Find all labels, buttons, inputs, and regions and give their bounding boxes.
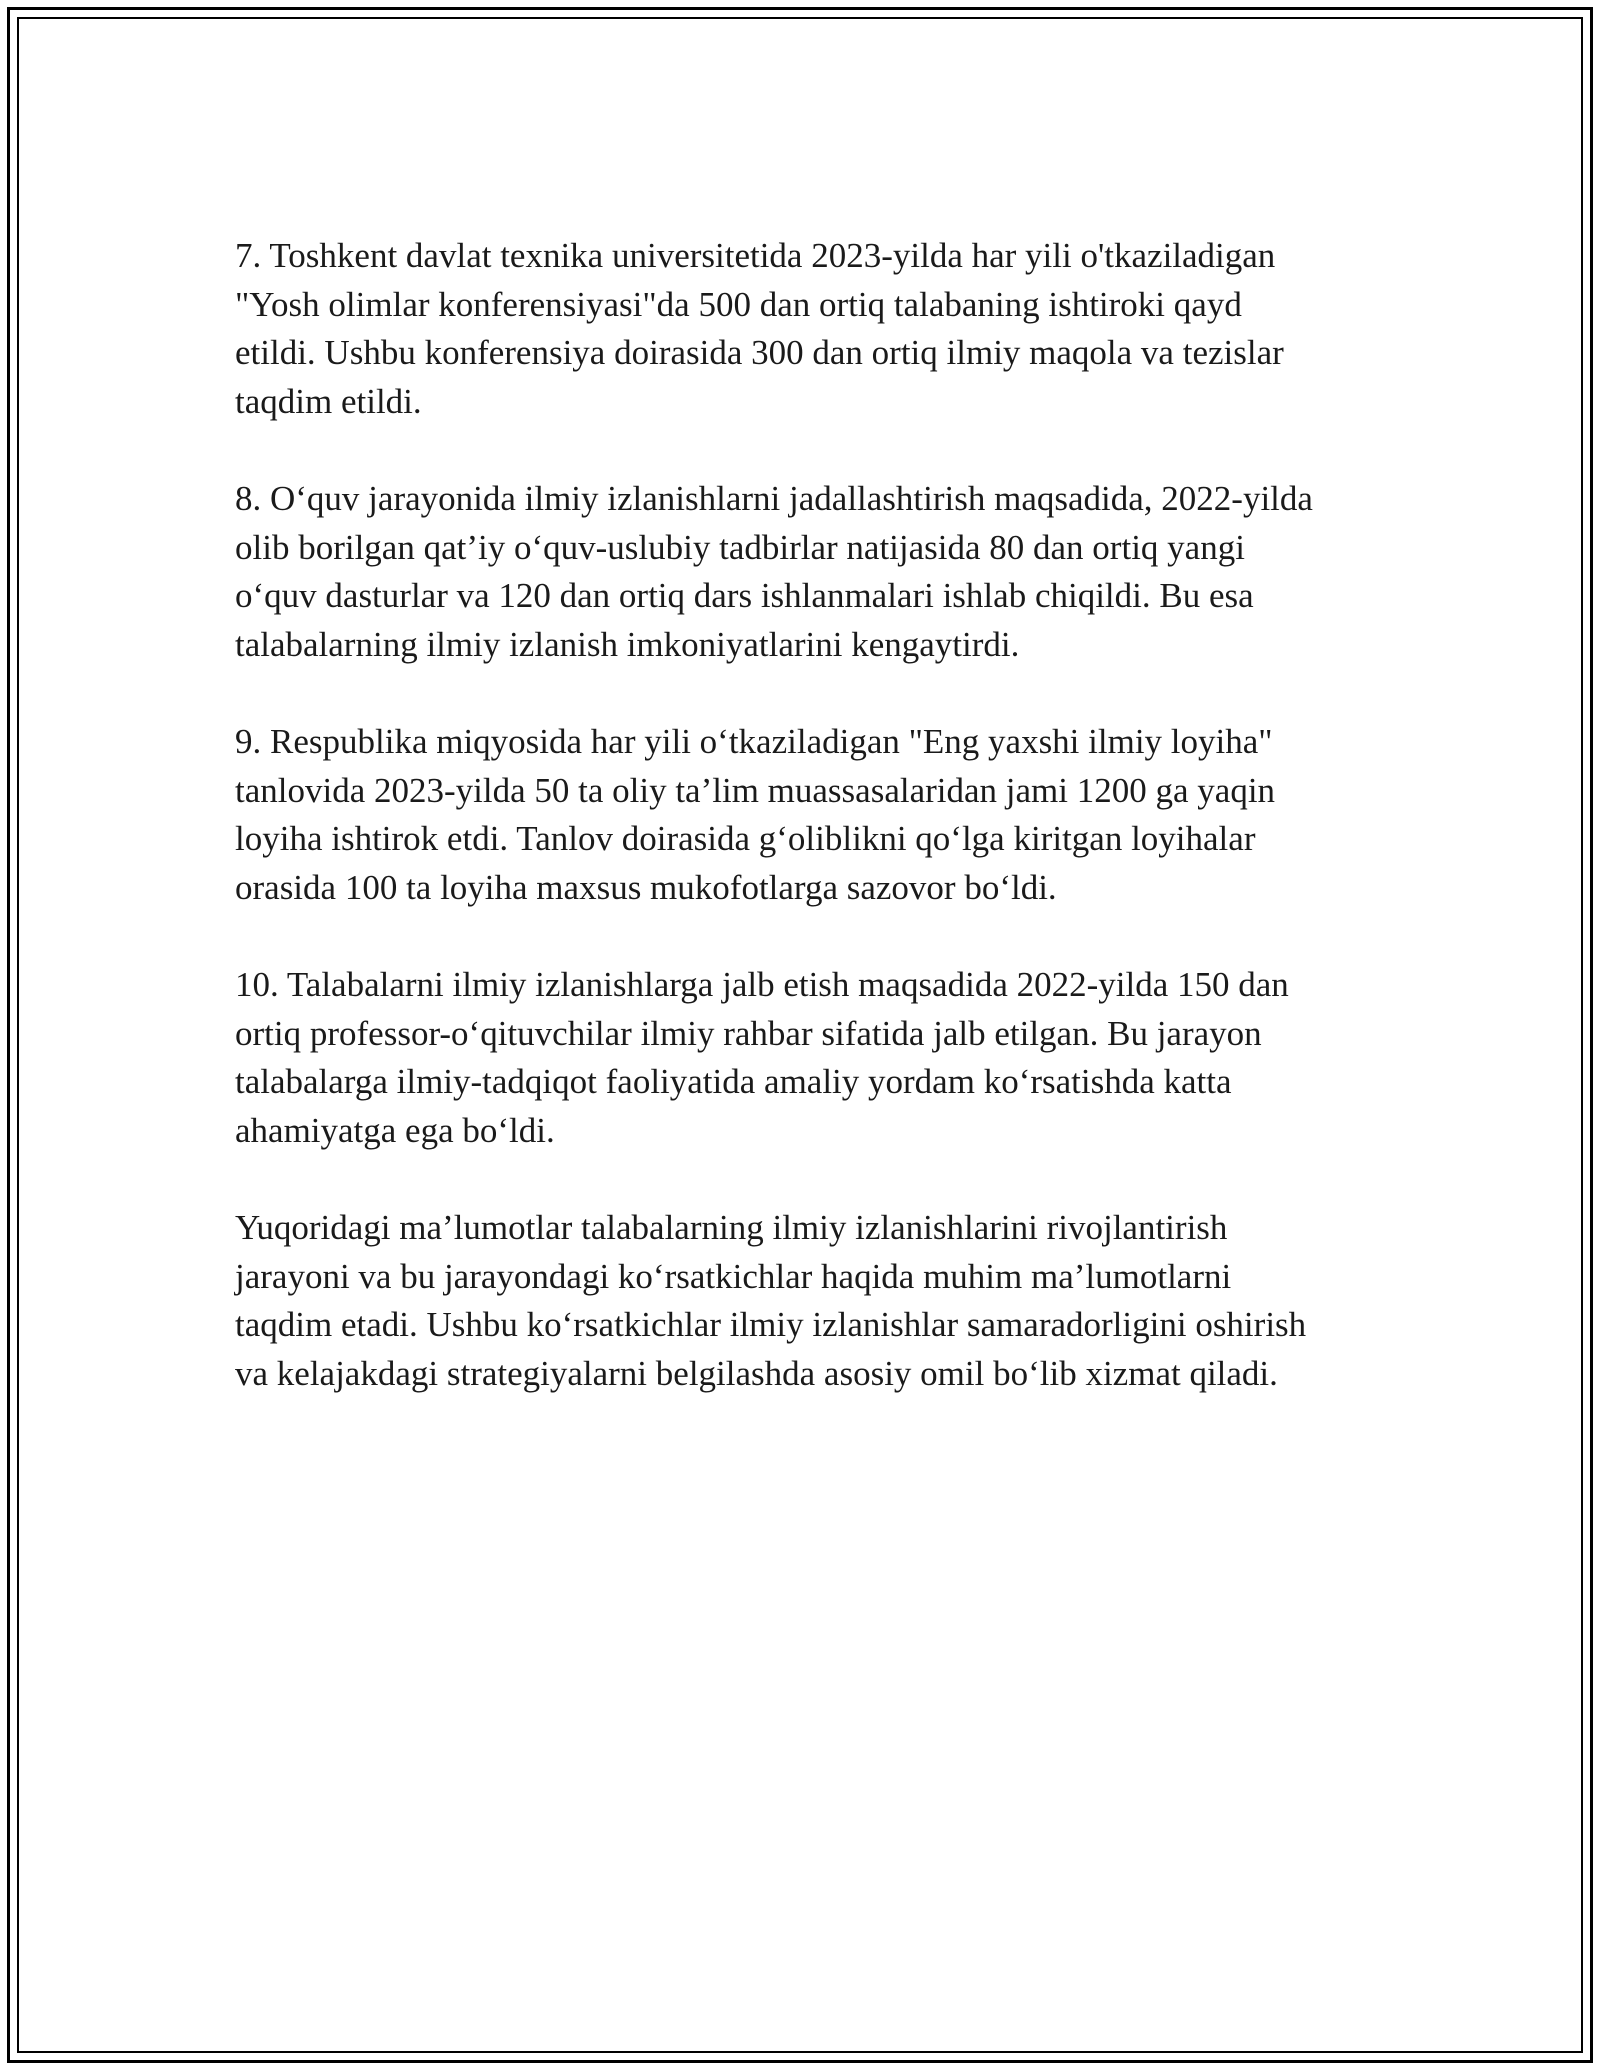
text-line: orasida 100 ta loyiha maxsus mukofotlarga sazovor bo‘ldi. — [235, 867, 1057, 907]
document-body — [235, 232, 1395, 1447]
text-line: o‘quv dasturlar va 120 dan ortiq dars ishlanmalari ishlab chiqildi. Bu esa — [235, 576, 1254, 615]
text-line: talabalarga ilmiy-tadqiqot faoliyatida amaliy yordam ko‘rsatishda katta — [235, 1062, 1232, 1101]
text-line: etildi. Ushbu konferensiya doirasida 300 dan ortiq ilmiy maqola va tezislar — [235, 333, 1284, 372]
text-line: 8. O‘quv jarayonida ilmiy izlanishlarni jadallashtirish maqsadida, 2022-yilda — [235, 479, 1313, 518]
text-line: tanlovida 2023-yilda 50 ta oliy ta’lim muassasalaridan jami 1200 ga yaqin — [235, 770, 1276, 810]
text-line: taqdim etadi. Ushbu ko‘rsatkichlar ilmiy izlanishlar samaradorligini oshirish — [235, 1305, 1307, 1344]
paragraph-conclusion — [235, 1204, 1395, 1398]
text-line: va kelajakdagi strategiyalarni belgilashda asosiy omil bo‘lib xizmat qiladi. — [235, 1353, 1278, 1393]
paragraph-item-7 — [235, 232, 1395, 426]
text-line: 7. Toshkent davlat texnika universitetida 2023-yilda har yili o'tkaziladigan — [235, 236, 1276, 275]
text-line: 10. Talabalarni ilmiy izlanishlarga jalb etish maqsadida 2022-yilda 150 dan — [235, 965, 1289, 1004]
paragraph-item-9 — [235, 718, 1395, 912]
text-line: talabalarning ilmiy izlanish imkoniyatlarini kengaytirdi. — [235, 624, 1020, 664]
text-line: "Yosh olimlar konferensiyasi"da 500 dan ortiq talabaning ishtiroki qayd — [235, 284, 1242, 324]
text-line: olib borilgan qat’iy o‘quv-uslubiy tadbirlar natijasida 80 dan ortiq yangi — [235, 527, 1245, 567]
text-line: ortiq professor-o‘qituvchilar ilmiy rahbar sifatida jalb etilgan. Bu jarayon — [235, 1013, 1262, 1053]
text-line: ahamiyatga ega bo‘ldi. — [235, 1110, 555, 1150]
paragraph-item-10 — [235, 961, 1395, 1155]
text-line: 9. Respublika miqyosida har yili o‘tkaziladigan "Eng yaxshi ilmiy loyiha" — [235, 722, 1273, 761]
text-line: taqdim etildi. — [235, 381, 422, 421]
paragraph-item-8 — [235, 475, 1395, 669]
text-line: loyiha ishtirok etdi. Tanlov doirasida g‘oliblikni qo‘lga kiritgan loyihalar — [235, 819, 1256, 858]
text-line: Yuqoridagi ma’lumotlar talabalarning ilmiy izlanishlarini rivojlantirish — [235, 1208, 1228, 1247]
text-line: jarayoni va bu jarayondagi ko‘rsatkichlar haqida muhim ma’lumotlarni — [235, 1256, 1232, 1296]
